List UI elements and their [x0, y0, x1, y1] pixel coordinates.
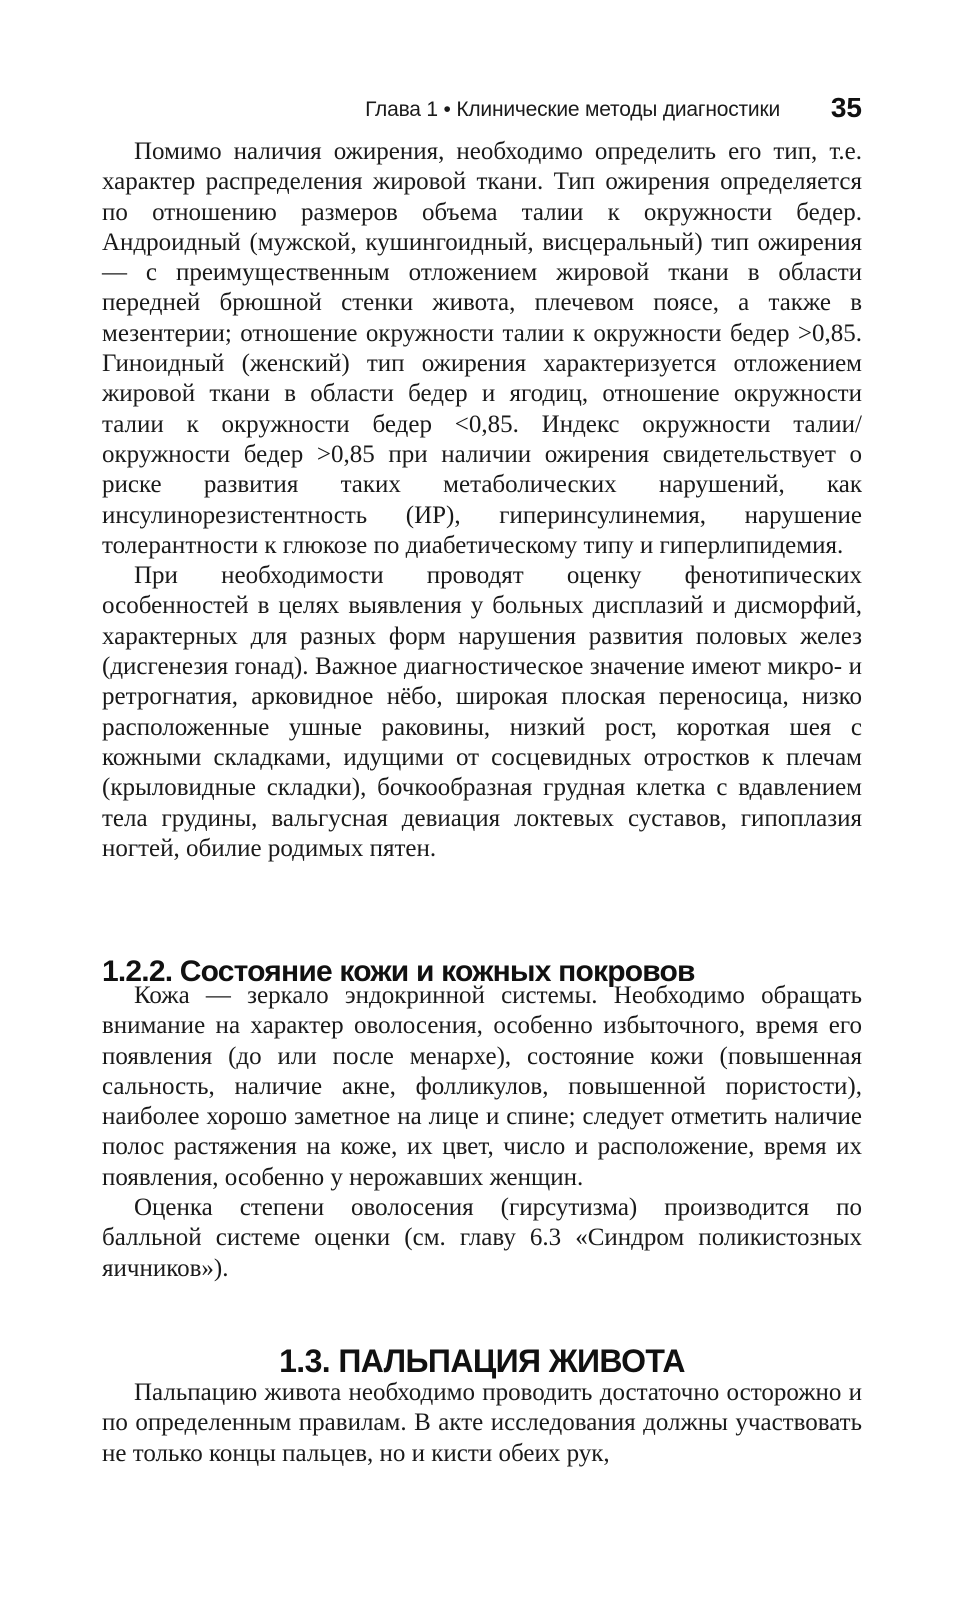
running-title: Глава 1 • Клинические методы диагностики [365, 98, 780, 121]
paragraph: Кожа — зеркало эндокринной системы. Необходимо обращать внимание на характер оволосения, особенно избыточного, время его появления (до или после менархе), состояние кожи (повышенная сальность, наличие акне, фолликулов, повышенной пористости), наиболее хорошо заметное на лице и спине; следует отметить наличие полос растяжения на коже, их цвет, число и расположение, время их появления, особенно у нерожавших женщин. [102, 982, 862, 1191]
running-head [102, 92, 862, 132]
subsection-heading: 1.2.2. Состояние кожи и кожных покровов [102, 954, 695, 988]
paragraph: Оценка степени оволосения (гирсутизма) производится по балльной системе оценки (см. главу 6.3 «Синдром поликистозных яичников»). [102, 1194, 862, 1282]
intro-text-block [102, 137, 862, 864]
palpation-text-block [102, 1378, 862, 1469]
paragraph: При необходимости проводят оценку фенотипических особенностей в целях выявления у больных дисплазий и дисморфий, характерных для разных форм нарушения развития половых желез (дисгенезия гонад). Важное диагностическое значение имеют микро- и ретрогнатия, арковидное нёбо, широкая плоская переносица, низко расположенные ушные раковины, низкий рост, короткая шея с кожными складками, идущими от сосцевидных отростков к плечам (крыловидные складки), бочкообразная грудная клетка с вдавлением тела грудины, вальгусная девиация локтевых суставов, гипоплазия ногтей, обилие родимых пятен. [102, 562, 862, 862]
paragraph: Пальпацию живота необходимо проводить достаточно осторожно и по определенным правилам. В акте исследования должны участвовать не только концы пальцев, но и кисти обеих рук, [102, 1379, 862, 1467]
page-number: 35 [830, 92, 862, 123]
paragraph: Помимо наличия ожирения, необходимо определить его тип, т.е. характер распределения жировой ткани. Тип ожирения определяется по отношению размеров объема талии к окружности бедер. Андроидный (мужской, кушингоидный, висцеральный) тип ожирения — с преимущественным отложением жировой ткани в области передней брюшной стенки живота, плечевом поясе, а также в мезентерии; отношение окружности талии к окружности бедер >0,85. Гиноидный (женский) тип ожирения характеризуется отложением жировой ткани в области бедер и ягодиц, отношение окружности талии к окружности бедер <0,85. Индекс окружности талии/окружности бедер >0,85 при наличии ожирения свидетельствует о риске развития таких метаболических нарушений, как инсулинорезистентность (ИР), гиперинсулинемия, нарушение толерантности к глюкозе по диабетическому типу и гиперлипидемия. [102, 138, 862, 559]
skin-text-block [102, 981, 862, 1284]
section-heading: 1.3. ПАЛЬПАЦИЯ ЖИВОТА [279, 1343, 685, 1380]
